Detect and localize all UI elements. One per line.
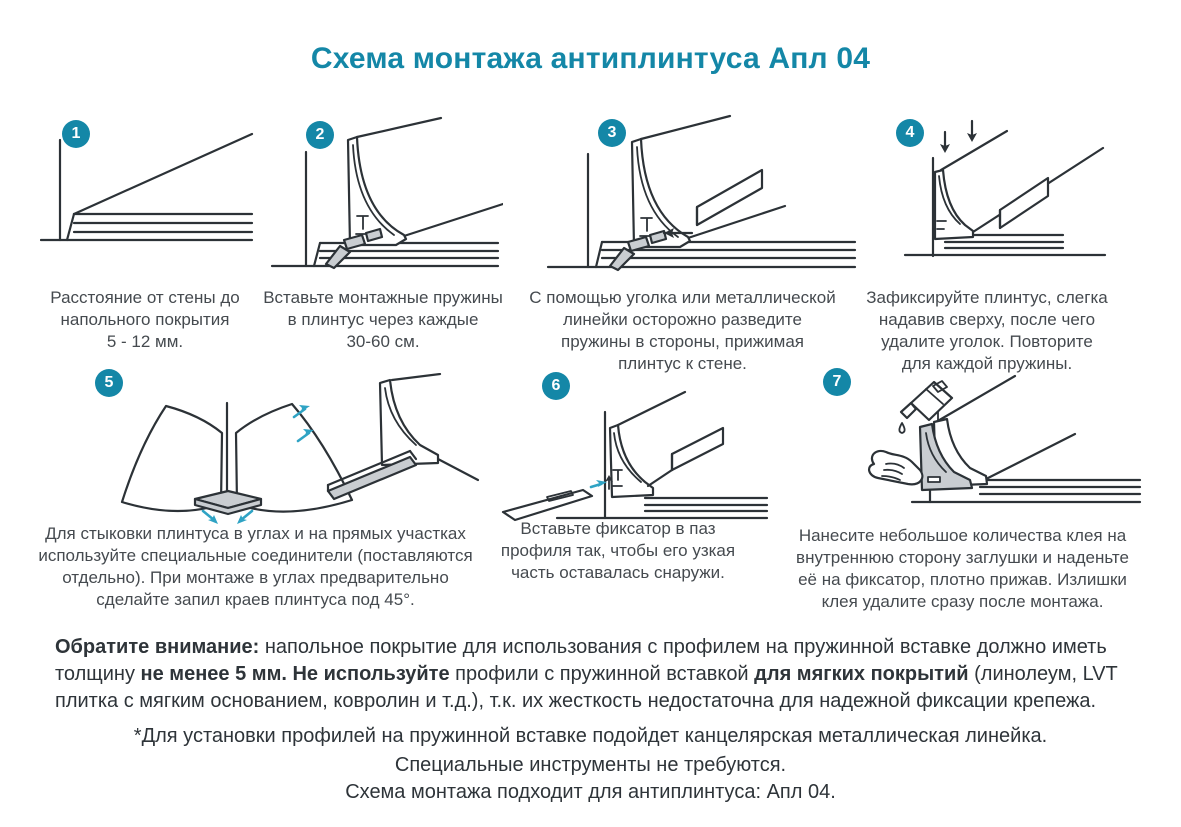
profile-run-top-edge [618, 392, 685, 425]
step-6-badge: 6 [542, 372, 570, 400]
fixator-icon [503, 490, 592, 520]
step-6-caption: Вставьте фиксатор в паз профиля так, чтобы его узкая часть оставалась снаружи. [500, 519, 736, 582]
step-3-badge: 3 [598, 119, 626, 147]
page-title: Схема монтажа антиплинтуса Апл 04 [310, 42, 871, 75]
profile-run-bottom-edge [404, 204, 503, 236]
compatibility-line: Схема монтажа подходит для антиплинтуса: Апл 04. [345, 781, 836, 803]
step-3-caption: С помощью уголка или металлической линейки осторожно разведите пружины в стороны, прижимая плинтус к стене. [529, 288, 836, 373]
profile-run-top-edge [357, 118, 441, 137]
insert-fixator-diagram [495, 390, 775, 530]
insert-springs-diagram [268, 116, 503, 278]
step-1-badge: 1 [62, 120, 90, 148]
footnote: *Для установки профилей на пружинной вставке подойдет канцелярская металлическая линейка. Специальные инструменты не требуются. [133, 725, 1048, 776]
glue-drop-icon [899, 423, 904, 433]
hand-icon [869, 451, 922, 484]
step-7-caption: Нанесите небольшое количества клея на внутреннюю сторону заглушки и наденьте её на фиксатор, плотно прижав. Излишки клея удалите сразу после монтажа. [796, 526, 1129, 611]
profile-run-top-edge [641, 116, 730, 139]
covering-top-edge [74, 134, 252, 214]
step-1-caption: Расстояние от стены до напольного покрытия 5 - 12 мм. [50, 288, 240, 351]
step-4-badge: 4 [896, 119, 924, 147]
corner-connector-diagram [60, 373, 480, 525]
attention-note: Обратите внимание: напольное покрытие для использования с профилем на пружинной вставке должно иметь толщину не менее 5 мм. Не используйте профили с пружинной вставкой для мягких покрытий (линолеум, LVT плитка с мягким основанием, ковролин и т.д.), т.к. их жесткость недостаточна для надежной фиксации крепежа. [55, 636, 1118, 712]
glue-nozzle [901, 403, 916, 418]
glue-cap-diagram [790, 372, 1150, 520]
fix-plinth-press-diagram [885, 118, 1110, 270]
step-2-caption: Вставьте монтажные пружины в плинтус через каждые 30-60 см. [263, 288, 503, 351]
profile-run-top-edge [392, 374, 440, 380]
step-5-badge: 5 [95, 369, 123, 397]
step-7-badge: 7 [823, 368, 851, 396]
profile-run-bar [672, 428, 723, 470]
profile-run-bottom-edge [988, 434, 1075, 478]
wall-floor-gap-diagram [40, 128, 255, 256]
profile-run-bottom-edge [438, 459, 478, 480]
step-2-badge: 2 [306, 121, 334, 149]
step-4-caption: Зафиксируйте плинтус, слегка надавив сверху, после чего удалите уголок. Повторите для каждой пружины. [866, 288, 1108, 373]
spread-springs-ruler-diagram [540, 112, 862, 280]
step-5-caption: Для стыковки плинтуса в углах и на прямых участках используйте специальные соединители (поставляются отдельно). При монтаже в углах предварительно сделайте запил краев плинтуса под 45°. [38, 524, 473, 609]
ruler-icon [1000, 178, 1048, 228]
